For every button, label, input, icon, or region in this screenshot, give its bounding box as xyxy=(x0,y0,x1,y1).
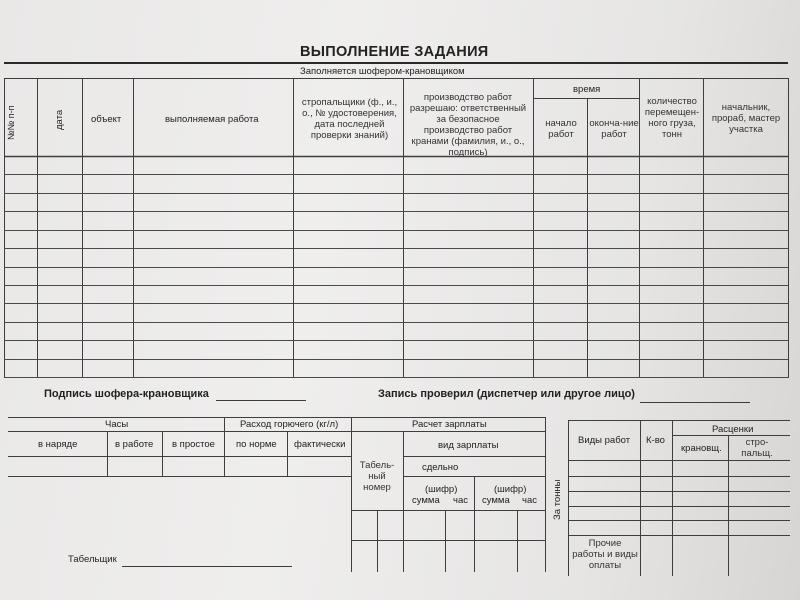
piecework-header: сдельно xyxy=(422,462,459,473)
salary-calc-header: Расчет зарплаты xyxy=(412,419,487,430)
other-works-header: Прочие работы и виды оплаты xyxy=(572,538,638,571)
work-types-header: Виды работ xyxy=(578,435,631,446)
subtitle: Заполняется шофером-крановщиком xyxy=(300,66,465,77)
per-tons-header: За тонны xyxy=(552,479,563,520)
page-title: ВЫПОЛНЕНИЕ ЗАДАНИЯ xyxy=(300,44,489,60)
col-cargo-header: количество перемещен-ного груза, тонн xyxy=(644,96,700,140)
col-work-header: выполняемая работа xyxy=(165,114,259,125)
hours-assigned-header: в наряде xyxy=(38,439,78,450)
col-slingers-header: стропальщики (ф., и., о., № удостоверения, дата последней проверки знаний) xyxy=(301,97,398,141)
timekeeper-label: Табельщик xyxy=(68,554,117,565)
code-header-1: (шифр) xyxy=(425,484,458,495)
timekeeper-signature-line[interactable] xyxy=(122,566,292,567)
rate-crane-header: крановщ. xyxy=(681,443,722,454)
hours-idle-header: в простое xyxy=(172,439,215,450)
tab-number-header: Табель-ный номер xyxy=(359,460,395,493)
col-date-header: дата xyxy=(54,109,65,130)
hours-work-header: в работе xyxy=(115,439,154,450)
rate-slinger-header: стро-пальщ. xyxy=(741,437,773,459)
qty-header: К-во xyxy=(646,435,665,446)
col-chief-header: начальник, прораб, мастер участка xyxy=(711,102,781,135)
col-object-header: объект xyxy=(91,114,122,125)
fuel-header: Расход горючего (кг/л) xyxy=(240,419,339,430)
col-time-header: время xyxy=(573,84,601,95)
code-header-2: (шифр) xyxy=(494,484,527,495)
hours-header: Часы xyxy=(105,419,129,430)
hour-header-1: час xyxy=(453,495,468,506)
salary-type-header: вид зарплаты xyxy=(438,440,499,451)
col-time-start-header: начало работ xyxy=(545,118,577,140)
sum-header-2: сумма xyxy=(482,495,510,506)
rates-header: Расценки xyxy=(712,424,754,435)
col-num-header: №№ п-п xyxy=(6,105,16,140)
col-permission-header: производство работ разрешаю: ответственный за безопасное производство работ кранами (фамилия, и., о., подпись) xyxy=(409,92,527,158)
col-time-end-header: оконча-ние работ xyxy=(589,118,639,140)
fuel-actual-header: фактически xyxy=(294,439,346,450)
driver-signature-label: Подпись шофера-крановщика xyxy=(44,388,209,400)
fuel-norm-header: по норме xyxy=(236,439,277,450)
sum-header-1: сумма xyxy=(412,495,440,506)
hour-header-2: час xyxy=(522,495,537,506)
checked-by-label: Запись проверил (диспетчер или другое лицо) xyxy=(378,388,635,400)
